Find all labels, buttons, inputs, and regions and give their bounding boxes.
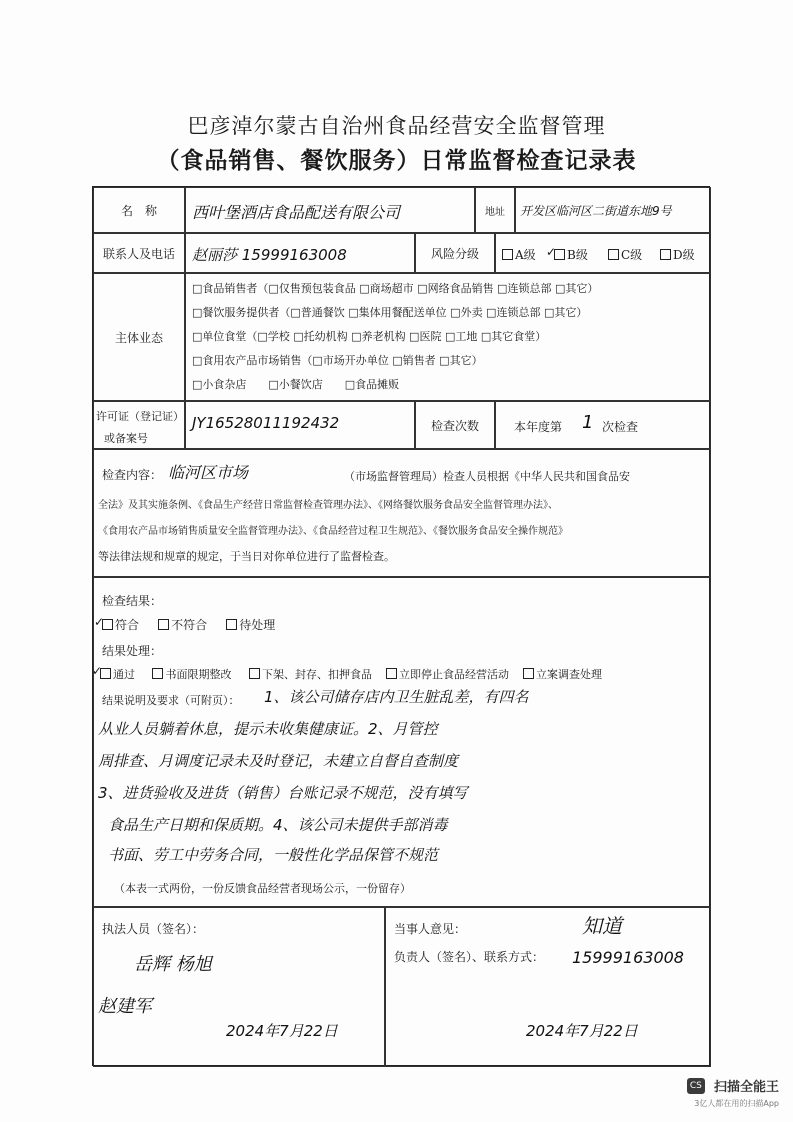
party-date: 2024年7月22日 [526,1022,638,1040]
business-cell [185,273,711,401]
name-value: 西叶堡酒店食品配送有限公司 [192,203,401,222]
inspector-signature-cell: 执法人员（签名）： 岳辉 杨旭 赵建军 2024年7月22日 [93,907,385,1067]
count-value: 1 [582,412,594,433]
business-label: 主体业态 [93,273,185,401]
business-line-5[interactable]: □小食杂店 □小餐饮店 □食品摊贩 [192,378,400,391]
inspector-signature-1: 岳辉 杨旭 [134,954,212,975]
content-cell: 检查内容： 临河区市场 （市场监督管理局）检查人员根据《中华人民共和国食品安 全法》及其实施条例、《食品生产经营日常监督检查管理办法》、《网络餐饮服务食品安全监督管理办法》、 《食用农产品市场销售质量安全监督管理办法》、《食品经营过程卫生规范》、《餐饮服务食品安全操作规范》 等法律法规和规章的规定，于当日对你单位进行了监督检查。 [93,449,711,577]
title-line-1: 巴彦淖尔蒙古自治州食品经营安全监督管理 [187,114,606,138]
business-line-1[interactable]: □食品销售者（□仅售预包装食品 □商场超市 □网络食品销售 □连锁总部 □其它） [192,282,599,295]
results-cell: 检查结果： ✓符合 不符合 待处理 结果处理： ✓通过 书面限期整改 下架、封存、扣押食品 立即停止食品经营活动 立案调查处理 结果说明及要求（可附页）： 1、该公司储存店内卫生脏乱差，有四名 从业人员躺着休息，提示未收集健康证。2、月管控 周排查、月调度记录未及时登记，未建立自督自查制度 3、进货验收及进货（销售）台账记录不规范，没有填写 食品生产日期和保质期。4、该公司未提供手部消毒 书面、劳工中劳务合同，一般性化学品保管不规范 （本表一式两份，一份反馈食品经营者现场公示，一份留存） [93,577,711,907]
result-handwriting-3: 周排查、月调度记录未及时登记，未建立自督自查制度 [98,752,459,770]
scanner-logo-icon: CS [687,1078,705,1094]
inspector-signature-2: 赵建军 [98,996,152,1017]
party-opinion: 知道 [582,914,622,938]
result-handwriting-6: 书面、劳工中劳务合同，一般性化学品保管不规范 [108,846,439,864]
license-cell [185,401,415,449]
risk-option-c[interactable]: C级 [608,246,642,263]
address-value: 开发区临河区二街道东地9号 [520,204,672,218]
business-line-3[interactable]: □单位食堂（□学校 □托幼机构 □养老机构 □医院 □工地 □其它食堂） [192,330,547,343]
result-handwriting-2: 从业人员躺着休息，提示未收集健康证。2、月管控 [98,720,438,738]
risk-label: 风险分级 [415,233,495,273]
risk-cell [495,233,711,273]
scanner-watermark: CS 扫描全能王 3亿人都在用的扫描App [687,1075,779,1109]
inspector-date: 2024年7月22日 [226,1022,338,1040]
party-signature-cell: 当事人意见： 知道 负责人（签名）、联系方式： 15999163008 2024年7月22日 [385,907,711,1067]
result-handwriting-5: 食品生产日期和保质期。4、该公司未提供手部消毒 [108,816,448,834]
risk-option-d[interactable]: D级 [660,246,695,263]
result-handwriting-1: 1、该公司储存店内卫生脏乱差，有四名 [264,688,529,706]
name-cell [185,187,475,233]
contact-label: 联系人及电话 [93,233,185,273]
license-label: 许可证（登记证） 或备案号 [93,401,185,449]
risk-option-b[interactable]: ✓ B级 [554,246,588,263]
risk-option-a[interactable]: A级 [502,246,536,263]
result-handwriting-4: 3、进货验收及进货（销售）台账记录不规范，没有填写 [98,784,468,802]
agency-handwritten: 临河区市场 [168,463,249,482]
contact-cell [185,233,415,273]
address-cell [515,187,711,233]
inspection-form [92,186,710,1066]
business-line-4[interactable]: □食用农产品市场销售（□市场开办单位 □销售者 □其它） [192,354,483,367]
business-line-2[interactable]: □餐饮服务提供者（□普通餐饮 □集体用餐配送单位 □外卖 □连锁总部 □其它） [192,306,588,319]
result-options[interactable]: ✓符合 不符合 待处理 [102,616,275,633]
title-line-2: （食品销售、餐饮服务）日常监督检查记录表 [156,147,637,174]
count-label: 检查次数 [415,401,495,449]
handling-options[interactable]: ✓通过 书面限期整改 下架、封存、扣押食品 立即停止食品经营活动 立案调查处理 [100,666,602,682]
contact-value: 赵丽莎 15999163008 [192,246,347,264]
count-cell: 本年度第 1 次检查 [495,401,711,449]
address-label: 地址 [475,187,515,233]
responsible-phone: 15999163008 [572,948,684,967]
name-label: 名 称 [93,187,185,233]
license-value: JY16528011192432 [192,414,340,432]
